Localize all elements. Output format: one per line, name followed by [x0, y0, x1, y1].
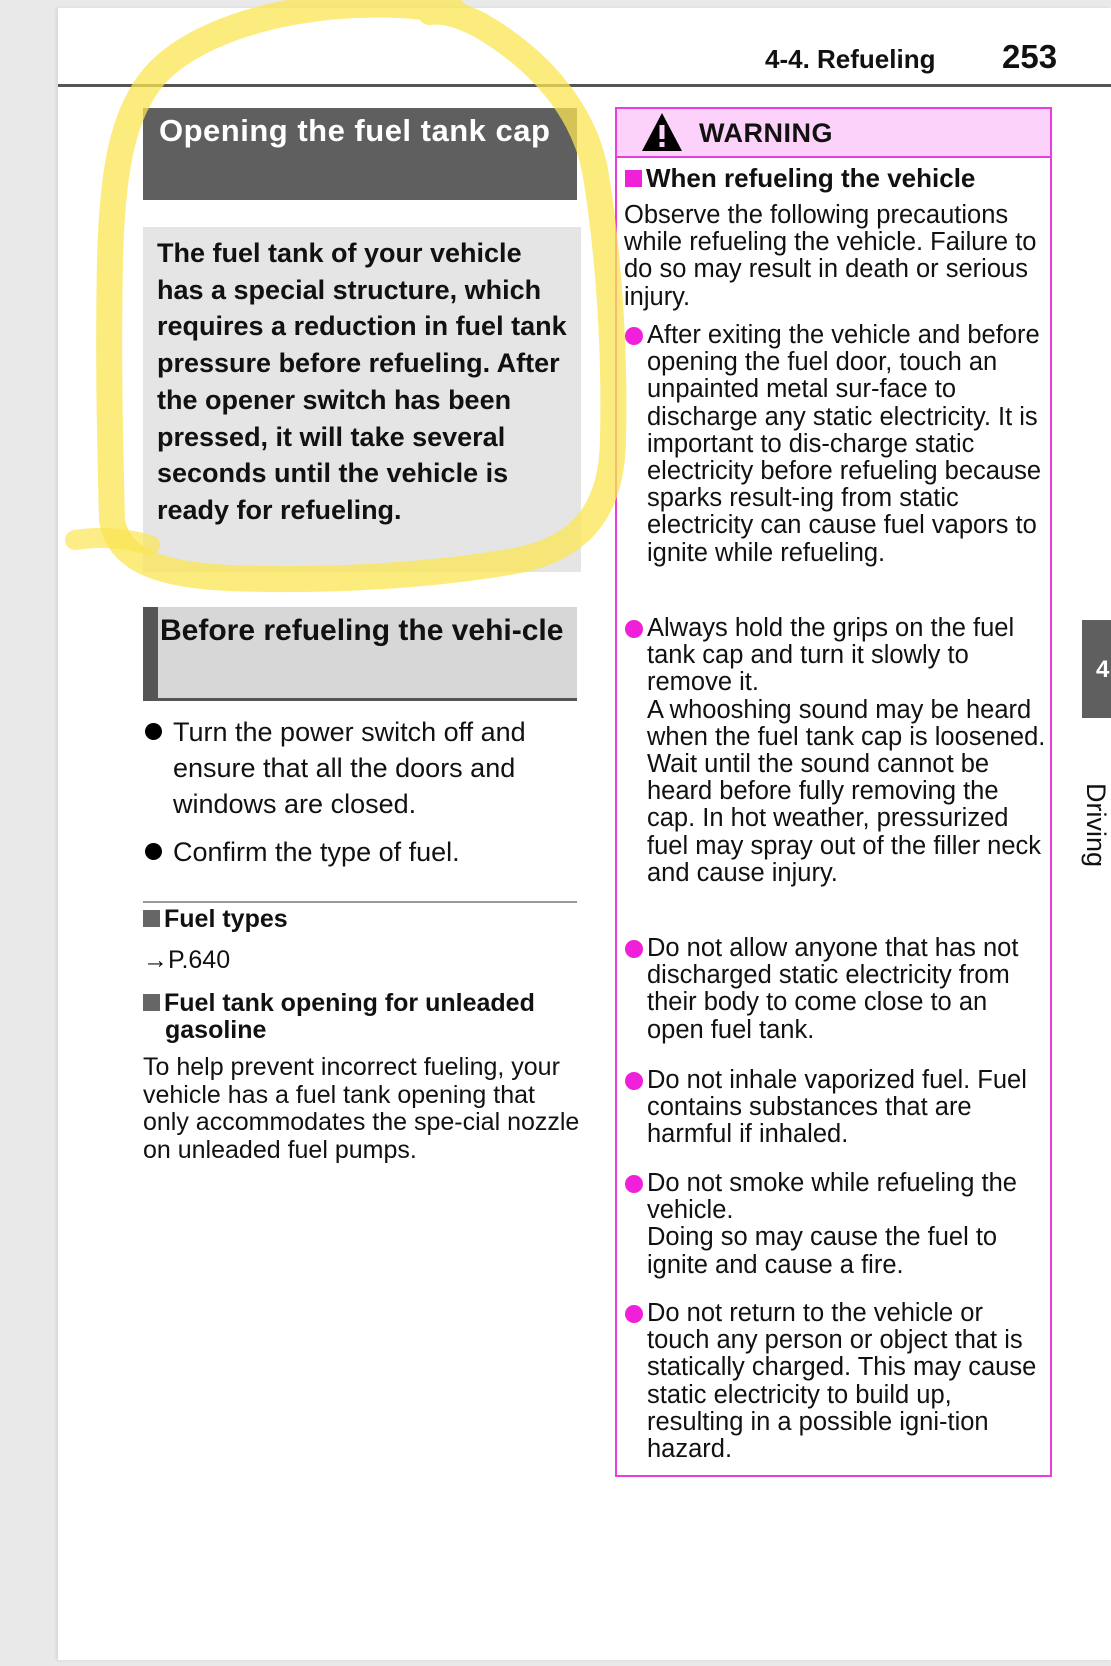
warning-item: Do not return to the vehicle or touch any person or object that is statically charged. This may cause static electricity to build up, resulting in a possible igni-tion hazard. — [623, 1300, 1048, 1463]
page-reference-link[interactable]: →P.640 — [143, 946, 231, 974]
warning-item: Do not allow anyone that has not discharged static electricity from their body to come close to an open fuel tank. — [623, 935, 1048, 1044]
pink-bullet-icon — [625, 620, 643, 638]
warning-intro: Observe the following precautions while refueling the vehicle. Failure to do so may result in death or serious injury. — [624, 201, 1037, 311]
tank-opening-heading: Fuel tank opening for unleaded gasoline — [143, 990, 605, 1044]
square-bullet-icon — [143, 910, 160, 927]
subsection-title: Before refueling the vehi-cle — [143, 607, 577, 701]
pink-bullet-icon — [625, 1175, 643, 1193]
pink-bullet-icon — [625, 1072, 643, 1090]
pink-bullet-icon — [625, 940, 643, 958]
warning-label: WARNING — [699, 118, 833, 148]
pink-square-icon — [625, 170, 642, 187]
fuel-types-heading: Fuel types — [143, 906, 288, 933]
square-bullet-icon — [143, 994, 160, 1011]
bullet-item: Confirm the type of fuel. — [143, 834, 583, 870]
chapter-tab-label: Driving — [1081, 783, 1111, 868]
section-title: Opening the fuel tank cap — [143, 108, 577, 200]
bullet-dot-icon — [145, 843, 162, 860]
warning-item: Do not inhale vaporized fuel. Fuel contains substances that are harmful if inhaled. — [623, 1067, 1048, 1149]
divider — [143, 901, 577, 903]
page-number: 253 — [1002, 38, 1058, 75]
bullet-dot-icon — [145, 723, 162, 740]
pink-bullet-icon — [625, 327, 643, 345]
intro-box: The fuel tank of your vehicle has a special structure, which requires a reduction in fuel tank pressure before refueling. After the opener switch has been pressed, it will take several seconds until the vehicle is ready for refueling. — [143, 227, 581, 572]
warning-item: After exiting the vehicle and before opening the fuel door, touch an unpainted metal sur-face to discharge any static electricity. It is important to dis-charge static electricity before refueling because sparks result-ing from static electricity can cause fuel vapors to ignite while refueling. — [623, 322, 1048, 567]
warning-item: Always hold the grips on the fuel tank cap and turn it slowly to remove it. A whooshing sound may be heard when the fuel tank cap is loosened. Wait until the sound cannot be heard before fully removing the cap. In hot weather, pressurized fuel may spray out of the filler neck and cause injury. — [623, 615, 1048, 887]
warning-subheading: When refueling the vehicle — [625, 163, 975, 194]
chapter-tab[interactable]: 4 — [1082, 620, 1111, 718]
tank-opening-text: To help prevent incorrect fueling, your vehicle has a fuel tank opening that only accommodates the spe-cial nozzle on unleaded fuel pumps. — [143, 1053, 580, 1164]
bullet-list — [143, 714, 583, 882]
header-rule — [58, 84, 1111, 87]
bullet-item: Turn the power switch off and ensure that all the doors and windows are closed. — [143, 714, 583, 822]
pink-bullet-icon — [625, 1305, 643, 1323]
warning-triangle-icon — [640, 111, 684, 153]
warning-item: Do not smoke while refueling the vehicle. Doing so may cause the fuel to ignite and cause a fire. — [623, 1170, 1048, 1279]
section-header: 4-4. Refueling — [765, 44, 936, 74]
